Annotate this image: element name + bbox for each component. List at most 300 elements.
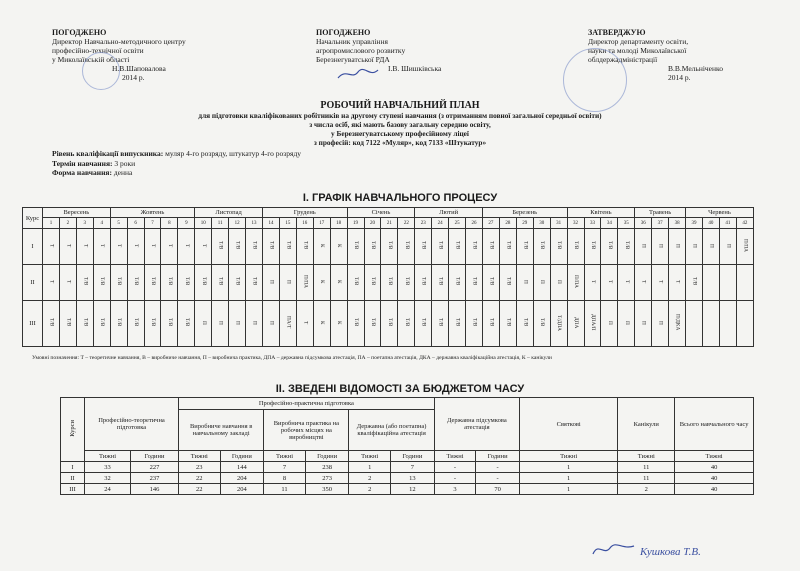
approval-title: ЗАТВЕРДЖУЮ: [588, 28, 646, 37]
course-cell: III: [23, 301, 43, 347]
schedule-cell-code: Т/В: [149, 318, 156, 327]
schedule-cell: [432, 265, 449, 301]
budget-vacation-header: Канікули: [618, 398, 675, 451]
budget-cell: 70: [476, 484, 520, 495]
schedule-cell-code: К: [336, 243, 343, 248]
schedule-cell: [59, 265, 76, 301]
schedule-cell: [144, 229, 161, 265]
approval-line: облдержадміністрації: [588, 55, 658, 64]
schedule-cell-code: Т/В: [454, 277, 461, 286]
schedule-cell: [110, 265, 127, 301]
budget-total-header: Всього навчального часу: [675, 398, 754, 451]
week-number: 5: [110, 218, 127, 229]
schedule-cell-code: Т: [589, 280, 596, 284]
schedule-cell-code: П: [217, 320, 224, 325]
schedule-cell-code: Т/В: [285, 241, 292, 250]
week-number: 12: [229, 218, 246, 229]
schedule-cell: [584, 265, 601, 301]
schedule-cell: [296, 301, 313, 347]
approval-date: 2014 р.: [122, 73, 145, 82]
schedule-cell-code: Т/В: [403, 277, 410, 286]
schedule-cell-code: Т/В: [116, 277, 123, 286]
schedule-cell: [601, 229, 618, 265]
schedule-cell: [347, 229, 364, 265]
budget-cell: 7: [264, 462, 306, 473]
budget-dpa-header: Державна підсумкова атестація: [434, 398, 519, 451]
schedule-cell: [449, 265, 466, 301]
schedule-cell-code: Т/В: [454, 318, 461, 327]
schedule-cell: [736, 301, 753, 347]
week-number: 2: [59, 218, 76, 229]
approval-signer: Н.В.Шаповалова: [112, 64, 166, 73]
approval-line: Березнегуватської РДА: [316, 55, 390, 64]
unit-weeks: Тижні: [618, 451, 675, 462]
schedule-cell-code: Т/В: [488, 318, 495, 327]
budget-cell: -: [434, 473, 476, 484]
course-cell: I: [23, 229, 43, 265]
week-number: 16: [296, 218, 313, 229]
schedule-cell-code: Т/В: [251, 277, 258, 286]
schedule-cell: [296, 229, 313, 265]
schedule-cell: [381, 265, 398, 301]
schedule-cell: [601, 301, 618, 347]
schedule-cell: [279, 229, 296, 265]
schedule-cell-code: Т/В: [556, 241, 563, 250]
week-number: 6: [127, 218, 144, 229]
week-number: 40: [702, 218, 719, 229]
plan-title: РОБОЧИЙ НАВЧАЛЬНИЙ ПЛАН: [320, 100, 480, 111]
week-number: 18: [330, 218, 347, 229]
schedule-cell: [702, 229, 719, 265]
budget-cell: I: [61, 462, 85, 473]
budget-cell: 237: [130, 473, 178, 484]
schedule-cell-code: Т/В: [369, 277, 376, 286]
month-header: Травень: [635, 208, 686, 218]
schedule-cell-code: П: [657, 320, 664, 325]
schedule-cell: [449, 229, 466, 265]
budget-cell: 8: [264, 473, 306, 484]
month-header: Жовтень: [110, 208, 195, 218]
schedule-cell-code: Т/В: [437, 241, 444, 250]
schedule-cell-code: Т: [183, 244, 190, 248]
schedule-cell: [669, 265, 686, 301]
schedule-cell: [212, 301, 229, 347]
budget-cell: 23: [179, 462, 221, 473]
schedule-cell: [686, 301, 703, 347]
schedule-cell: [567, 229, 584, 265]
approval-line: науки та молоді Миколаївської: [588, 46, 687, 55]
week-number: 41: [719, 218, 736, 229]
schedule-cell-code: Т/В: [166, 277, 173, 286]
schedule-cell-code: Т: [82, 244, 89, 248]
schedule-cell: [702, 265, 719, 301]
schedule-cell-code: Т: [166, 244, 173, 248]
budget-cell: 40: [675, 462, 754, 473]
week-number: 36: [635, 218, 652, 229]
schedule-cell-code: Т/В: [420, 318, 427, 327]
schedule-cell: [313, 265, 330, 301]
schedule-cell: [533, 265, 550, 301]
schedule-cell-code: П: [251, 320, 258, 325]
schedule-cell: [229, 265, 246, 301]
week-number: 30: [533, 218, 550, 229]
budget-row: [61, 484, 754, 495]
schedule-cell: [246, 265, 263, 301]
detail-value: денна: [113, 168, 133, 177]
budget-cell: 40: [675, 473, 754, 484]
schedule-cell: [279, 301, 296, 347]
budget-cell: -: [476, 462, 520, 473]
schedule-cell: [212, 265, 229, 301]
budget-cell: 11: [264, 484, 306, 495]
approval-line: агропромислового розвитку: [316, 46, 406, 55]
schedule-cell: [618, 265, 635, 301]
schedule-cell-code: П: [556, 279, 563, 284]
unit-weeks: Тижні: [675, 451, 754, 462]
month-header: Вересень: [43, 208, 111, 218]
week-number: 29: [516, 218, 533, 229]
schedule-cell-code: Т: [116, 244, 123, 248]
schedule-cell-code: Т: [606, 280, 613, 284]
schedule-cell-code: ПА/Т: [285, 316, 292, 329]
schedule-cell: [601, 265, 618, 301]
schedule-cell: [635, 265, 652, 301]
budget-cell: 2: [349, 484, 391, 495]
approval-line: Директор департаменту освіти,: [588, 37, 689, 46]
schedule-cell: [719, 301, 736, 347]
schedule-cell-code: Т/В: [522, 241, 529, 250]
schedule-row: [23, 229, 754, 265]
schedule-cell-code: П: [674, 243, 681, 248]
week-number: 17: [313, 218, 330, 229]
budget-cell: 238: [305, 462, 349, 473]
schedule-cell-code: П: [691, 243, 698, 248]
week-number: 13: [246, 218, 263, 229]
schedule-cell-code: Т/В: [691, 277, 698, 286]
schedule-cell: [127, 229, 144, 265]
budget-qual-header: Державна (або поетапна) кваліфікаційна атестація: [349, 410, 434, 451]
schedule-cell-code: Т/В: [488, 241, 495, 250]
schedule-cell: [313, 229, 330, 265]
schedule-cell: [262, 229, 279, 265]
schedule-cell-code: Т/В: [505, 277, 512, 286]
subtitle-line: з професій: код 7122 «Муляр», код 7133 «Штукатур»: [313, 138, 487, 147]
schedule-cell-code: Т/В: [454, 241, 461, 250]
schedule-cell: [584, 229, 601, 265]
course-header: Курс: [23, 208, 43, 229]
schedule-cell-code: Т: [65, 244, 72, 248]
schedule-cell: [432, 229, 449, 265]
schedule-cell: [415, 265, 432, 301]
budget-cell: 1: [519, 484, 617, 495]
budget-cell: 24: [85, 484, 131, 495]
schedule-cell-code: Т: [623, 280, 630, 284]
schedule-cell: [144, 301, 161, 347]
schedule-cell: [550, 265, 567, 301]
schedule-cell-code: Т/В: [386, 318, 393, 327]
schedule-cell-code: Т/В: [522, 318, 529, 327]
schedule-cell-code: Т/В: [420, 277, 427, 286]
unit-hours: Години: [130, 451, 178, 462]
schedule-cell-code: К: [319, 320, 326, 325]
schedule-cell-code: Т/В: [505, 241, 512, 250]
detail-value: 3 роки: [114, 158, 136, 168]
schedule-cell-code: Т/В: [99, 277, 106, 286]
schedule-cell: [246, 229, 263, 265]
schedule-cell-code: ДПА: [573, 316, 580, 329]
schedule-cell-code: Т/В: [403, 318, 410, 327]
week-number: 35: [618, 218, 635, 229]
schedule-cell-code: Т/В: [505, 318, 512, 327]
stamp-seal: [82, 52, 120, 90]
schedule-cell-code: Т/В: [234, 241, 241, 250]
unit-weeks: Тижні: [179, 451, 221, 462]
schedule-cell-code: Т/В: [217, 277, 224, 286]
budget-cell: II: [61, 473, 85, 484]
schedule-cell: [330, 265, 347, 301]
budget-cell: 1: [519, 462, 617, 473]
schedule-cell-code: Т/В: [200, 277, 207, 286]
signature-mark: [590, 540, 636, 558]
week-number: 32: [567, 218, 584, 229]
schedule-cell-code: Т/В: [403, 241, 410, 250]
schedule-cell-code: Т/В: [369, 318, 376, 327]
schedule-cell-code: Т/В: [471, 277, 478, 286]
week-number: 1: [43, 218, 60, 229]
schedule-cell-code: Т/В: [471, 318, 478, 327]
budget-cell: 22: [179, 484, 221, 495]
schedule-cell-code: Т/В: [149, 277, 156, 286]
budget-cell: 2: [618, 484, 675, 495]
schedule-cell: [719, 229, 736, 265]
schedule-cell: [652, 265, 669, 301]
detail-label: Рівень кваліфікації випускника:: [52, 149, 164, 158]
week-number: 9: [178, 218, 195, 229]
schedule-cell: [702, 301, 719, 347]
unit-weeks: Тижні: [519, 451, 617, 462]
schedule-cell: [178, 229, 195, 265]
signature-mark: [336, 66, 380, 82]
week-number: 23: [415, 218, 432, 229]
schedule-cell-code: Т/В: [82, 318, 89, 327]
schedule-cell-code: П: [623, 320, 630, 325]
schedule-cell: [161, 301, 178, 347]
schedule-cell: [635, 301, 652, 347]
schedule-cell: [415, 301, 432, 347]
schedule-cell: [398, 301, 415, 347]
schedule-cell-code: П/ПА: [302, 275, 309, 288]
schedule-cell-code: Т/В: [82, 277, 89, 286]
week-number: 25: [449, 218, 466, 229]
schedule-cell-code: Т/В: [166, 318, 173, 327]
schedule-cell: [229, 229, 246, 265]
schedule-cell-code: Т/В: [183, 277, 190, 286]
schedule-cell: [415, 229, 432, 265]
schedule-cell-code: Т/В: [48, 318, 55, 327]
schedule-table: [22, 207, 754, 347]
schedule-cell-code: П: [708, 243, 715, 248]
schedule-cell: [516, 301, 533, 347]
schedule-cell-code: П: [268, 320, 275, 325]
schedule-cell: [347, 301, 364, 347]
plan-details: [52, 149, 301, 178]
schedule-cell: [482, 229, 499, 265]
schedule-cell-code: Т/В: [606, 241, 613, 250]
schedule-cell-code: Т/В: [217, 241, 224, 250]
month-header: Червень: [686, 208, 754, 218]
schedule-cell: [229, 301, 246, 347]
schedule-cell-code: Т/В: [386, 277, 393, 286]
budget-cell: 11: [618, 473, 675, 484]
schedule-cell-code: Т/В: [251, 241, 258, 250]
approval-line: Директор Навчально-методичного центру: [52, 37, 186, 46]
schedule-cell: [178, 301, 195, 347]
budget-cell: 11: [618, 462, 675, 473]
schedule-cell: [516, 265, 533, 301]
schedule-cell: [212, 229, 229, 265]
schedule-cell: [110, 301, 127, 347]
schedule-cell-code: К: [319, 243, 326, 248]
schedule-cell: [43, 301, 60, 347]
schedule-cell-code: Т/В: [116, 318, 123, 327]
schedule-cell: [161, 265, 178, 301]
budget-row: [61, 462, 754, 473]
subtitle-line: для підготовки кваліфікованих робітників на другому ступені навчання (з отриманням повної загальної середньої освіти): [198, 111, 602, 120]
schedule-cell-code: Т/В: [133, 318, 140, 327]
subtitle-line: з числа осіб, які мають базову загальну середню освіту,: [309, 120, 491, 129]
schedule-cell: [296, 265, 313, 301]
week-number: 37: [652, 218, 669, 229]
week-number: 21: [381, 218, 398, 229]
schedule-cell-code: Т: [133, 244, 140, 248]
budget-cell: 350: [305, 484, 349, 495]
schedule-cell-code: П/ДКА: [674, 314, 681, 331]
schedule-cell: [736, 229, 753, 265]
schedule-cell-code: Т/ДПА: [556, 314, 563, 331]
schedule-cell: [686, 265, 703, 301]
schedule-section-title: І. ГРАФІК НАВЧАЛЬНОГО ПРОЦЕСУ: [302, 192, 498, 204]
schedule-cell-code: Т/В: [386, 241, 393, 250]
week-number: 11: [212, 218, 229, 229]
schedule-cell: [43, 265, 60, 301]
week-number: 39: [686, 218, 703, 229]
schedule-cell-code: Т/В: [302, 241, 309, 250]
budget-cell: 1: [519, 473, 617, 484]
schedule-cell: [364, 265, 381, 301]
week-number: 19: [347, 218, 364, 229]
budget-cell: 12: [390, 484, 434, 495]
unit-hours: Години: [390, 451, 434, 462]
month-header: Січень: [347, 208, 415, 218]
schedule-cell: [127, 265, 144, 301]
schedule-cell: [313, 301, 330, 347]
unit-weeks: Тижні: [349, 451, 391, 462]
schedule-cell: [59, 301, 76, 347]
schedule-cell: [381, 229, 398, 265]
schedule-cell-code: ДПА/П: [589, 314, 596, 331]
approval-title: ПОГОДЖЕНО: [52, 28, 107, 37]
week-number: 22: [398, 218, 415, 229]
week-number: 34: [601, 218, 618, 229]
schedule-row: [23, 301, 754, 347]
schedule-cell-code: П: [640, 320, 647, 325]
detail-label: Термін навчання:: [52, 158, 113, 168]
schedule-cell: [76, 229, 93, 265]
schedule-cell: [516, 229, 533, 265]
budget-cell: 22: [179, 473, 221, 484]
schedule-cell-code: Т/В: [623, 241, 630, 250]
schedule-cell-code: Т/В: [99, 318, 106, 327]
approval-signer: І.В. Шишківська: [388, 64, 442, 73]
week-number: 8: [161, 218, 178, 229]
week-number: 15: [279, 218, 296, 229]
schedule-cell: [279, 265, 296, 301]
schedule-cell-code: К: [336, 320, 343, 325]
schedule-cell-code: Т: [65, 280, 72, 284]
schedule-cell-code: П: [268, 279, 275, 284]
schedule-cell-code: П: [539, 279, 546, 284]
week-number: 10: [195, 218, 212, 229]
week-number: 38: [669, 218, 686, 229]
schedule-cell-code: Т/В: [353, 318, 360, 327]
subtitle-line: у Березнегуватському професійному ліцеї: [331, 129, 469, 138]
budget-cell: 204: [220, 473, 264, 484]
schedule-cell: [127, 301, 144, 347]
schedule-cell-code: Т/В: [539, 241, 546, 250]
budget-cell: 204: [220, 484, 264, 495]
week-number: 28: [499, 218, 516, 229]
schedule-row: [23, 265, 754, 301]
schedule-cell: [618, 301, 635, 347]
schedule-cell: [398, 229, 415, 265]
schedule-cell: [567, 265, 584, 301]
budget-section-title: ІІ. ЗВЕДЕНІ ВІДОМОСТІ ЗА БЮДЖЕТОМ ЧАСУ: [275, 383, 525, 395]
schedule-cell-code: Т: [674, 280, 681, 284]
schedule-legend: Умовні позначення: Т – теоретичне навчання, В – виробниче навчання, П – виробнича практика, ДПА – державна підсумкова атестація, ПА – поетапна атестація, ДКА – державна кваліфікаційна атестація, К – канікули: [32, 355, 552, 361]
schedule-cell: [669, 229, 686, 265]
budget-cell: 146: [130, 484, 178, 495]
month-header: Грудень: [262, 208, 347, 218]
schedule-cell: [432, 301, 449, 347]
budget-cell: 227: [130, 462, 178, 473]
schedule-cell: [635, 229, 652, 265]
schedule-cell-code: Т: [640, 280, 647, 284]
schedule-cell: [93, 229, 110, 265]
budget-cell: 144: [220, 462, 264, 473]
schedule-cell-code: Т/В: [234, 277, 241, 286]
budget-prod-practice-header: Виробнича практика на робочих місцях на виробництві: [264, 410, 349, 451]
budget-course-header: Курси: [61, 398, 85, 462]
schedule-cell: [533, 301, 550, 347]
course-cell: II: [23, 265, 43, 301]
budget-cell: -: [476, 473, 520, 484]
week-number: 27: [482, 218, 499, 229]
budget-cell: 32: [85, 473, 131, 484]
detail-label: Форма навчання:: [52, 168, 112, 177]
schedule-cell-code: Т: [48, 280, 55, 284]
plan-subtitle: [0, 111, 800, 147]
schedule-cell: [347, 265, 364, 301]
schedule-cell-code: П: [606, 320, 613, 325]
schedule-cell: [178, 265, 195, 301]
approval-signer: В.В.Мельніченко: [668, 64, 724, 73]
detail-value: муляр 4-го розряду, штукатур 4-го розряду: [165, 149, 302, 158]
schedule-cell-code: Т: [149, 244, 156, 248]
schedule-cell: [719, 265, 736, 301]
budget-practical-header: Професійно-практична підготовка: [179, 398, 435, 410]
schedule-cell: [330, 301, 347, 347]
month-header: Березень: [482, 208, 567, 218]
